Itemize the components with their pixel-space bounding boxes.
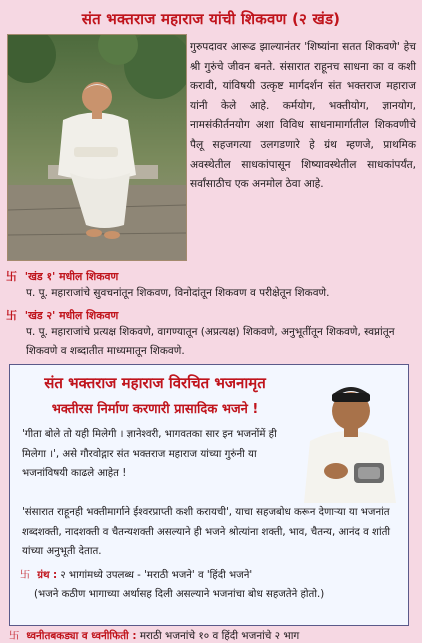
book-availability: [20, 566, 404, 604]
book-text: २ भागांमध्ये उपलब्ध - 'मराठी भजने' व 'हिंदी भजने': [60, 570, 253, 581]
swastika-bullet-icon: 卐: [9, 630, 20, 642]
bhajan-box-title: संत भक्तराज महाराज विरचित भजनामृत: [44, 374, 266, 392]
section-2-heading: 'खंड २' मधील शिकवण: [24, 309, 119, 322]
section-volume-1: [6, 268, 422, 303]
audio-label: ध्वनीतबकड्या व ध्वनीफिती :: [26, 630, 137, 642]
page-title: संत भक्तराज महाराज यांची शिकवण (२ खंड): [81, 10, 341, 28]
bhajan-box-subtitle: भक्तीरस निर्माण करणारी प्रासादिक भजने !: [51, 402, 259, 417]
saint-singing-photo: [296, 371, 402, 503]
section-1-heading: 'खंड १' मधील शिकवण: [24, 270, 119, 283]
section-2-body: प. पू. महाराजांचे प्रत्यक्ष शिकवणे, वागण्यातून (अप्रत्यक्ष) शिकवणे, अनुभूतींतून शिकवणे, स्वप्नांतून शिकवणे व शब्दातीत माध्यमातून शिकवणे.: [26, 326, 395, 357]
swastika-bullet-icon: 卐: [6, 309, 17, 322]
section-1-body: प. पू. महाराजांचे सुवचनांतून शिकवण, विनोदांतून शिकवण व परीक्षेतून शिकवणे.: [26, 287, 330, 299]
intro-paragraph: गुरुपदावर आरूढ झाल्यानंतर 'शिष्यांना सतत शिकवणे' हेच श्री गुरुंचे जीवन बनते. संसारात राहूनच साधना का व कशी करावी, यांविषयी उत्कृष्ट मार्गदर्शन संत भक्तराज महाराज यांनी केले आहे. कर्मयोग, भक्तीयोग, ज्ञानयोग, नामसंकीर्तनयोग अशा विविध साधनामार्गातील शिकवणीचे पैलू सहजगत्या उलगडणारे हे ग्रंथ म्हणजे, प्राथमिक अवस्थेतील साधकांपासून शिष्यावस्थेतील साधकांपर्यंत, सर्वांसाठीच एक अनमोल ठेवा आहे.: [190, 41, 416, 191]
bhajan-box: [9, 364, 409, 626]
audio-availability: [9, 627, 299, 643]
section-volume-2: [6, 307, 422, 361]
swastika-bullet-icon: 卐: [20, 570, 31, 581]
book-note: (भजने कठीण भागाच्या अर्थासह दिली असल्याने भजनांचा बोध सहजतेने होतो.): [34, 589, 325, 600]
audio-text: मराठी भजनांचे १० व हिंदी भजनांचे २ भाग: [139, 630, 300, 642]
saint-seated-photo: [7, 34, 187, 261]
guru-quote: 'गीता बोले तो यही मिलेगी । ज्ञानेश्वरी, भागवतका सार इन भजनोंमें ही मिलेगा ।', असे गौरवोद्गार संत भक्तराज महाराज यांच्या गुरुंनी या भजनांविषयी काढले आहेत !: [22, 429, 277, 480]
swastika-bullet-icon: 卐: [6, 270, 17, 283]
bhajan-description: 'संसारात राहूनही भक्तीमार्गाने ईश्वरप्राप्ती कशी करायची', याचा सहजबोध करून देणाऱ्या या भजनांत शब्दशक्ती, नादशक्ती व चैतन्यशक्ती असल्याने ही भजने श्रोत्यांना शक्ती, भाव, चैतन्य, आनंद व शांती यांच्या अनुभूती देतात.: [22, 507, 391, 558]
book-label: ग्रंथ :: [37, 570, 58, 581]
